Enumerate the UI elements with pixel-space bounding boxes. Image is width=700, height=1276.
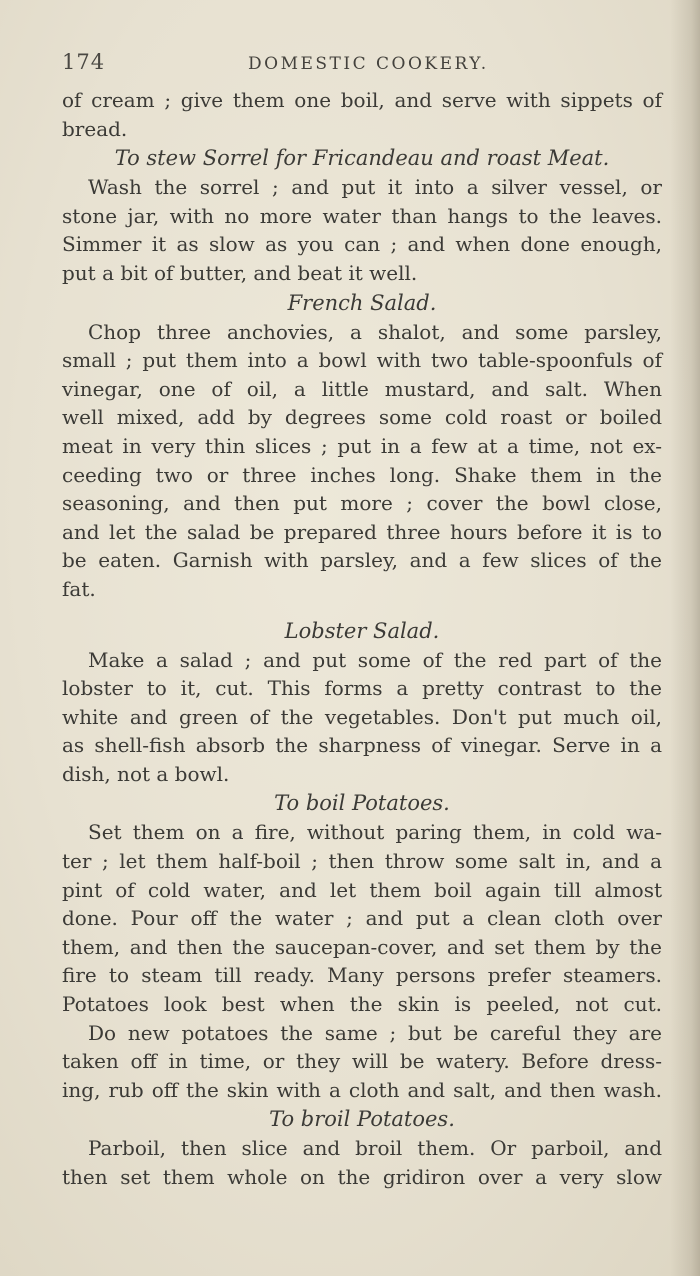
text-line: fat. <box>62 576 96 601</box>
text-line: put a bit of butter, and beat it well. <box>62 260 418 285</box>
page-number: 174 <box>62 50 106 74</box>
text-line: well mixed, add by degrees some cold roast or boiled <box>62 405 662 430</box>
text-line: as shell-fish absorb the sharpness of vinegar. Serve in a <box>62 733 662 758</box>
text-line: Chop three anchovies, a shalot, and some parsley, <box>88 319 662 344</box>
text-line: of cream ; give them one boil, and serve with sippets of <box>62 88 662 112</box>
recipe-heading-boil-potatoes: To boil Potatoes. <box>274 791 450 816</box>
page-body <box>62 86 662 1192</box>
text-line: Wash the sorrel ; and put it into a silver vessel, or <box>88 175 662 200</box>
text-line: taken off in time, or they will be watery. Before dress- <box>62 1049 662 1074</box>
text-line: be eaten. Garnish with parsley, and a few slices of the <box>62 548 662 573</box>
running-head <box>62 50 662 80</box>
text-line: Simmer it as slow as you can ; and when done enough, <box>62 232 662 257</box>
text-line: fire to steam till ready. Many persons prefer steamers. <box>62 963 662 988</box>
text-line: ing, rub off the skin with a cloth and salt, and then wash. <box>62 1077 662 1102</box>
recipe-heading-broil-potatoes: To broil Potatoes. <box>269 1107 455 1132</box>
text-line: ceeding two or three inches long. Shake them in the <box>62 462 662 487</box>
recipe-heading-lobster-salad: Lobster Salad. <box>284 618 440 643</box>
text-line: and let the salad be prepared three hours before it is to <box>62 519 662 544</box>
text-line: then set them whole on the gridiron over a very slow <box>62 1165 662 1189</box>
text-line: them, and then the saucepan-cover, and set them by the <box>62 934 662 959</box>
text-line: stone jar, with no more water than hangs to the leaves. <box>62 203 662 228</box>
recipe-heading-french-salad: French Salad. <box>287 290 437 315</box>
text-line: dish, not a bowl. <box>62 761 230 786</box>
text-line: Set them on a fire, without paring them, in cold wa- <box>88 820 662 845</box>
section-spacer <box>62 604 662 616</box>
page-edge-shadow <box>670 0 700 1276</box>
text-line: lobster to it, cut. This forms a pretty contrast to the <box>62 676 662 701</box>
text-line: seasoning, and then put more ; cover the bowl close, <box>62 491 662 516</box>
text-line: bread. <box>62 116 128 141</box>
running-title: DOMESTIC COOKERY. <box>248 54 489 74</box>
text-line: ter ; let them half-boil ; then throw some salt in, and a <box>62 849 662 874</box>
text-line: pint of cold water, and let them boil again till almost <box>62 877 662 902</box>
recipe-heading-stew-sorrel: To stew Sorrel for Fricandeau and roast Meat. <box>114 146 610 171</box>
text-line: done. Pour off the water ; and put a clean cloth over <box>62 906 662 931</box>
text-line: Do new potatoes the same ; but be careful they are <box>88 1020 662 1045</box>
text-line: small ; put them into a bowl with two table-spoonfuls of <box>62 348 662 373</box>
text-line: Parboil, then slice and broil them. Or parboil, and <box>88 1136 662 1161</box>
text-line: Make a salad ; and put some of the red part of the <box>88 647 662 672</box>
text-line: white and green of the vegetables. Don't put much oil, <box>62 704 662 729</box>
text-line: vinegar, one of oil, a little mustard, and salt. When <box>62 376 662 401</box>
text-line: Potatoes look best when the skin is peeled, not cut. <box>62 992 662 1017</box>
text-line: meat in very thin slices ; put in a few at a time, not ex- <box>62 433 662 458</box>
